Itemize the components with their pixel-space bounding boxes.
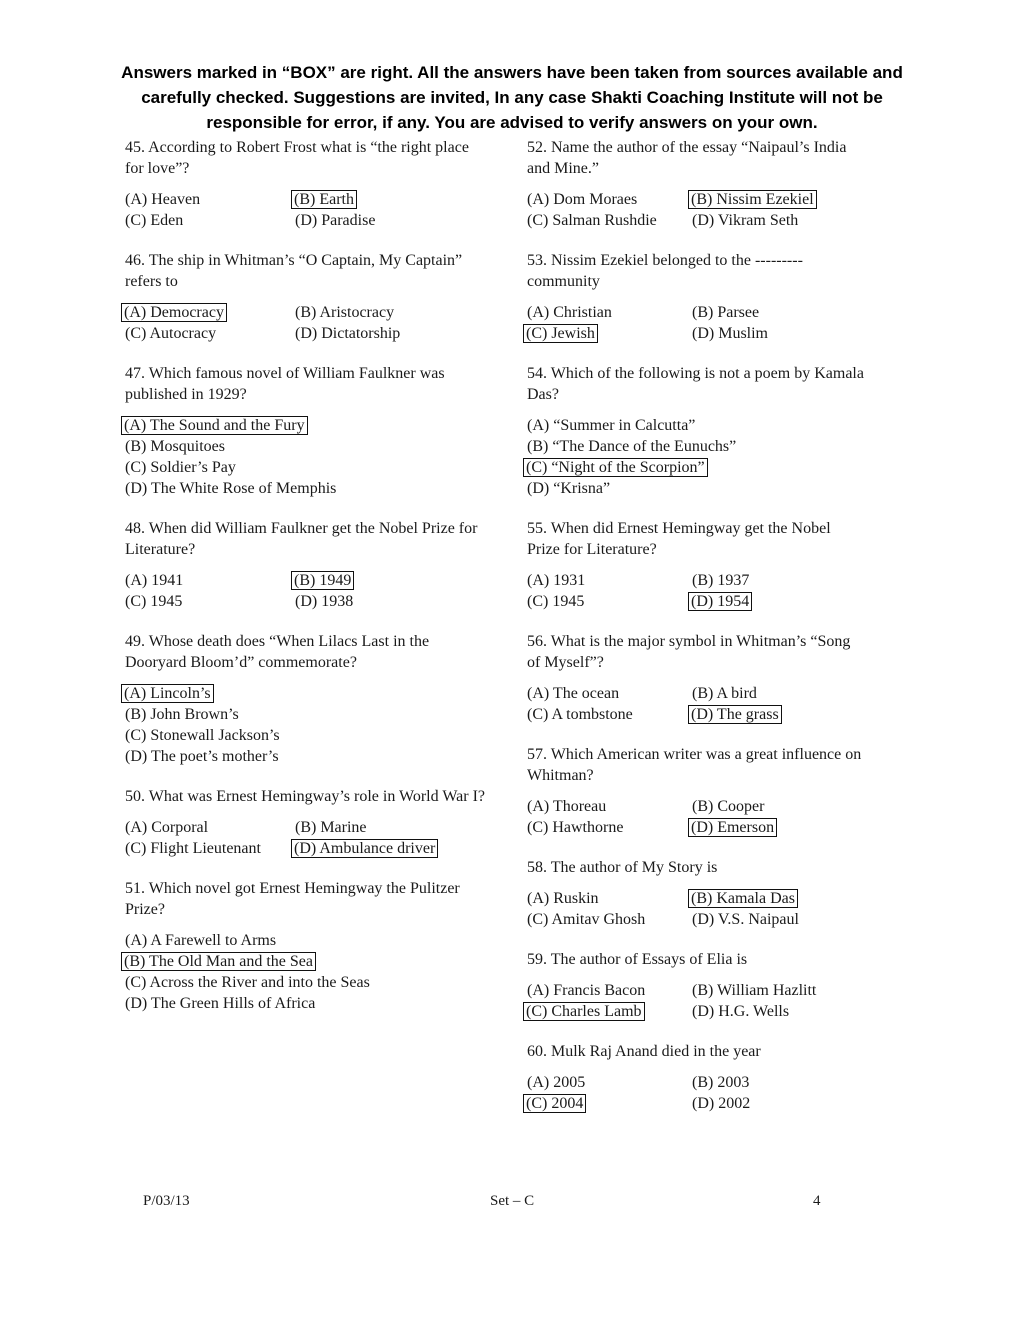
question-item — [527, 250, 867, 344]
answer-option — [527, 210, 692, 231]
answer-option — [125, 478, 485, 499]
answer-option — [125, 930, 485, 951]
answer-option — [125, 725, 485, 746]
option-label: (A) 2005 — [527, 1074, 586, 1091]
option-label: (A) Lincoln’s — [124, 685, 211, 702]
answer-option — [527, 909, 692, 930]
answer-option — [527, 189, 692, 210]
option-label: (D) Muslim — [692, 325, 768, 342]
question-text: 58. The author of My Story is — [527, 859, 718, 876]
option-group — [527, 302, 867, 344]
question-item — [125, 363, 485, 499]
answer-option — [527, 478, 867, 499]
answer-option — [295, 302, 475, 323]
correct-answer-option — [125, 683, 485, 704]
correct-answer-option — [692, 704, 867, 725]
question-text: 53. Nissim Ezekiel belonged to the --------- community — [527, 252, 803, 290]
answer-option — [527, 1072, 692, 1093]
answer-option — [692, 570, 867, 591]
question-text: 54. Which of the following is not a poem by Kamala Das? — [527, 365, 864, 403]
correct-answer-option — [692, 817, 867, 838]
option-label: (B) Marine — [295, 819, 367, 836]
question-text: 59. The author of Essays of Elia is — [527, 951, 748, 968]
answer-option — [527, 817, 692, 838]
option-label: (A) 1941 — [125, 572, 184, 589]
answer-option — [527, 704, 692, 725]
option-label: (C) Amitav Ghosh — [527, 911, 646, 928]
correct-answer-option — [125, 415, 485, 436]
question-item — [527, 744, 867, 838]
correct-answer-option — [527, 1093, 692, 1114]
answer-option — [527, 888, 692, 909]
option-label: (D) 1954 — [691, 593, 750, 610]
option-label: (C) A tombstone — [527, 706, 633, 723]
option-label: (B) Kamala Das — [691, 890, 795, 907]
option-label: (A) Francis Bacon — [527, 982, 646, 999]
option-label: (C) Autocracy — [125, 325, 217, 342]
answer-option — [295, 817, 475, 838]
answer-option — [125, 838, 295, 859]
question-item — [527, 949, 867, 1022]
question-item — [125, 250, 485, 344]
option-label: (C) 2004 — [526, 1095, 584, 1112]
right-question-column — [527, 137, 867, 1114]
question-text: 57. Which American writer was a great influence on Whitman? — [527, 746, 862, 784]
option-label: (A) Christian — [527, 304, 612, 321]
option-label: (A) Thoreau — [527, 798, 607, 815]
option-label: (D) The grass — [691, 706, 779, 723]
question-text: 50. What was Ernest Hemingway’s role in World War I? — [125, 788, 486, 805]
question-text: 60. Mulk Raj Anand died in the year — [527, 1043, 761, 1060]
correct-answer-option — [692, 888, 867, 909]
option-label: (B) Parsee — [692, 304, 760, 321]
answer-option — [527, 796, 692, 817]
answer-option — [527, 415, 867, 436]
question-item — [527, 363, 867, 499]
option-label: (A) Corporal — [125, 819, 209, 836]
option-label: (C) Stonewall Jackson’s — [125, 727, 280, 744]
answer-option — [527, 683, 692, 704]
correct-answer-option — [527, 457, 867, 478]
question-item — [527, 631, 867, 725]
answer-option — [125, 817, 295, 838]
option-label: (B) A bird — [692, 685, 757, 702]
option-label: (D) V.S. Naipaul — [692, 911, 799, 928]
option-group — [125, 570, 485, 612]
answer-option — [692, 796, 867, 817]
option-group — [125, 930, 485, 1014]
answer-option — [692, 1001, 867, 1022]
option-label: (B) Aristocracy — [295, 304, 395, 321]
correct-answer-option — [527, 1001, 692, 1022]
option-label: (C) Flight Lieutenant — [125, 840, 261, 857]
question-text: 55. When did Ernest Hemingway get the Nobel Prize for Literature? — [527, 520, 831, 558]
answer-option — [125, 704, 485, 725]
option-group — [527, 980, 867, 1022]
correct-answer-option — [692, 189, 867, 210]
option-group — [527, 1072, 867, 1114]
answer-option — [527, 980, 692, 1001]
question-text: 46. The ship in Whitman’s “O Captain, My Captain” refers to — [125, 252, 463, 290]
option-label: (D) H.G. Wells — [692, 1003, 790, 1020]
option-label: (B) 2003 — [692, 1074, 750, 1091]
option-label: (C) “Night of the Scorpion” — [526, 459, 705, 476]
question-text: 49. Whose death does “When Lilacs Last in the Dooryard Bloom’d” commemorate? — [125, 633, 430, 671]
answer-option — [295, 210, 475, 231]
answer-option — [125, 323, 295, 344]
answer-option — [125, 972, 485, 993]
answer-option — [295, 323, 475, 344]
answer-option — [295, 591, 475, 612]
option-label: (A) Dom Moraes — [527, 191, 638, 208]
option-label: (D) The Green Hills of Africa — [125, 995, 316, 1012]
question-text: 45. According to Robert Frost what is “the right place for love”? — [125, 139, 469, 177]
question-text: 52. Name the author of the essay “Naipaul’s India and Mine.” — [527, 139, 847, 177]
question-text: 56. What is the major symbol in Whitman’s “Song of Myself”? — [527, 633, 851, 671]
option-label: (D) “Krisna” — [527, 480, 611, 497]
question-item — [527, 1041, 867, 1114]
option-label: (C) Charles Lamb — [526, 1003, 642, 1020]
option-label: (A) 1931 — [527, 572, 586, 589]
option-group — [125, 302, 485, 344]
answer-option — [125, 210, 295, 231]
answer-option — [692, 302, 867, 323]
option-group — [527, 888, 867, 930]
question-item — [125, 786, 485, 859]
option-label: (D) Vikram Seth — [692, 212, 799, 229]
answer-option — [692, 909, 867, 930]
option-label: (A) Heaven — [125, 191, 201, 208]
answer-option — [692, 683, 867, 704]
option-label: (B) John Brown’s — [125, 706, 239, 723]
answer-option — [692, 980, 867, 1001]
answer-option — [692, 210, 867, 231]
option-label: (B) The Old Man and the Sea — [124, 953, 313, 970]
answer-option — [527, 302, 692, 323]
option-group — [125, 683, 485, 767]
question-item — [125, 137, 485, 231]
option-label: (A) Ruskin — [527, 890, 599, 907]
answer-notice: Answers marked in “BOX” are right. All the answers have been taken from sources available and carefully checked. Suggestions are invited, In any case Shakti Coaching Institute will not be responsible for error, if any. You are advised to verify answers on your own. — [121, 63, 903, 132]
answer-option — [692, 1072, 867, 1093]
answer-option — [527, 591, 692, 612]
option-label: (B) 1949 — [294, 572, 352, 589]
option-label: (C) Hawthorne — [527, 819, 624, 836]
option-label: (A) The ocean — [527, 685, 620, 702]
answer-option — [125, 189, 295, 210]
correct-answer-option — [295, 570, 475, 591]
answer-option — [125, 591, 295, 612]
option-label: (C) 1945 — [125, 593, 183, 610]
question-text: 48. When did William Faulkner get the Nobel Prize for Literature? — [125, 520, 478, 558]
option-group — [527, 683, 867, 725]
answer-option — [125, 570, 295, 591]
question-item — [527, 137, 867, 231]
option-label: (D) Paradise — [295, 212, 376, 229]
correct-answer-option — [527, 323, 692, 344]
option-group — [527, 189, 867, 231]
set-label: Set – C — [490, 1193, 535, 1209]
option-label: (B) Earth — [294, 191, 354, 208]
question-item — [125, 631, 485, 767]
option-group — [527, 570, 867, 612]
question-item — [527, 518, 867, 612]
question-item — [125, 518, 485, 612]
question-item — [125, 878, 485, 1014]
answer-option — [527, 570, 692, 591]
option-label: (C) Salman Rushdie — [527, 212, 657, 229]
option-label: (D) 1938 — [295, 593, 354, 610]
option-label: (A) “Summer in Calcutta” — [527, 417, 696, 434]
option-label: (C) Jewish — [526, 325, 595, 342]
correct-answer-option — [692, 591, 867, 612]
option-label: (B) 1937 — [692, 572, 750, 589]
page-number: 4 — [813, 1193, 821, 1209]
option-label: (C) Soldier’s Pay — [125, 459, 236, 476]
option-label: (A) The Sound and the Fury — [124, 417, 305, 434]
option-label: (B) Cooper — [692, 798, 765, 815]
answer-option — [692, 323, 867, 344]
option-label: (C) Across the River and into the Seas — [125, 974, 370, 991]
option-label: (B) “The Dance of the Eunuchs” — [527, 438, 737, 455]
question-text: 47. Which famous novel of William Faulkner was published in 1929? — [125, 365, 445, 403]
option-label: (D) 2002 — [692, 1095, 751, 1112]
correct-answer-option — [295, 838, 475, 859]
option-label: (C) Eden — [125, 212, 184, 229]
option-label: (A) A Farewell to Arms — [125, 932, 277, 949]
paper-code: P/03/13 — [143, 1193, 190, 1209]
option-label: (A) Democracy — [124, 304, 224, 321]
option-label: (D) Ambulance driver — [294, 840, 436, 857]
option-group — [125, 189, 485, 231]
option-label: (D) The poet’s mother’s — [125, 748, 279, 765]
option-label: (D) The White Rose of Memphis — [125, 480, 337, 497]
answer-option — [125, 457, 485, 478]
option-group — [527, 415, 867, 499]
option-group — [125, 415, 485, 499]
answer-option — [692, 1093, 867, 1114]
option-group — [527, 796, 867, 838]
option-label: (D) Dictatorship — [295, 325, 401, 342]
correct-answer-option — [295, 189, 475, 210]
answer-option — [125, 436, 485, 457]
left-question-column — [125, 137, 485, 1014]
question-item — [527, 857, 867, 930]
option-label: (C) 1945 — [527, 593, 585, 610]
option-label: (B) Mosquitoes — [125, 438, 225, 455]
correct-answer-option — [125, 951, 485, 972]
question-text: 51. Which novel got Ernest Hemingway the Pulitzer Prize? — [125, 880, 460, 918]
correct-answer-option — [125, 302, 295, 323]
option-label: (B) William Hazlitt — [692, 982, 817, 999]
answer-option — [125, 746, 485, 767]
option-label: (D) Emerson — [691, 819, 775, 836]
option-label: (B) Nissim Ezekiel — [691, 191, 814, 208]
answer-option — [125, 993, 485, 1014]
option-group — [125, 817, 485, 859]
answer-option — [527, 436, 867, 457]
